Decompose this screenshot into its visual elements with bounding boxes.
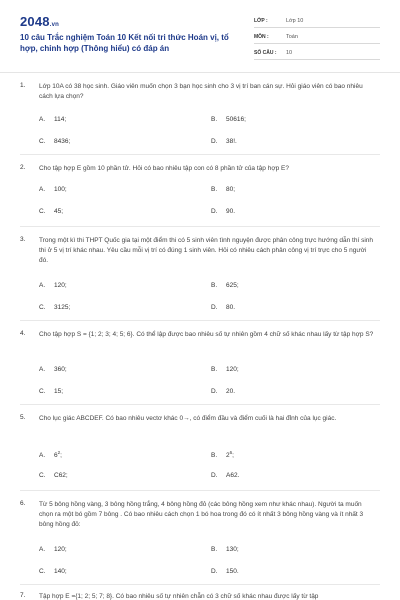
- meta-info: [254, 14, 380, 62]
- question-number: 7.: [20, 592, 26, 599]
- document-title: 10 câu Trắc nghiệm Toán 10 Kết nối tri thức Hoán vị, tổ hợp, chỉnh hợp (Thông hiểu) có đáp án: [20, 33, 229, 53]
- option-c[interactable]: C. 3125;: [39, 304, 71, 311]
- logo-tld: .vn: [49, 22, 60, 28]
- option-a[interactable]: A. 120;: [39, 546, 67, 553]
- question-number: 4.: [20, 330, 26, 337]
- question-divider: [20, 584, 380, 585]
- option-a[interactable]: A. 360;: [39, 366, 67, 373]
- question-text: Lớp 10A có 38 học sinh. Giáo viên muốn chọn 3 bạn học sinh cho 3 vị trí ban cán sự. Hỏi giáo viên có bao nhiêu cách lựa chọn?: [39, 83, 363, 100]
- question-divider: [20, 404, 380, 405]
- option-c[interactable]: C. C62;: [39, 472, 68, 479]
- question-divider: [20, 490, 380, 491]
- option-c[interactable]: C. 45;: [39, 208, 64, 215]
- logo-main: 2048: [20, 14, 50, 29]
- question-text: Cho tập hợp E gồm 10 phần tử. Hỏi có bao nhiêu tập con có 8 phần tử của tập hợp E?: [39, 165, 289, 172]
- header-divider: [0, 72, 400, 73]
- question-text: Từ 5 bông hồng vàng, 3 bông hồng trắng, 4 bông hồng đỏ (các bông hồng xem như khác nhau). Người ta muốn chọn ra một bó gồm 7 bông . Có bao nhiêu cách chọn 1 bó hoa trong đó có ít nhất 3 bông hồng vàng và ít nhất 3 bông hồng đỏ:: [39, 501, 364, 528]
- question-divider: [20, 320, 380, 321]
- option-a[interactable]: A. $6^2$;: [39, 450, 62, 460]
- option-b[interactable]: B. 50616;: [211, 116, 246, 123]
- document-header: [0, 0, 400, 70]
- question-text: Cho lục giác ABCDEF. Có bao nhiêu vectơ khác 0→, có điểm đầu và điểm cuối là hai đỉnh của lục giác.: [39, 415, 337, 422]
- option-b[interactable]: B. 80;: [211, 186, 236, 193]
- meta-subject-label: MÔN :: [254, 33, 269, 40]
- meta-class-label: LỚP :: [254, 17, 268, 24]
- option-c[interactable]: C. 8436;: [39, 138, 71, 145]
- option-c[interactable]: C. 140;: [39, 568, 67, 575]
- option-b[interactable]: B. 120;: [211, 366, 239, 373]
- option-d[interactable]: D. A62.: [211, 472, 240, 479]
- option-d[interactable]: D. 90.: [211, 208, 236, 215]
- question-text: Tập hợp E ={1; 2; 5; 7; 8}. Có bao nhiêu số tự nhiên chẵn có 3 chữ số khác nhau được lấy từ tập: [39, 593, 319, 600]
- option-d[interactable]: D. 80.: [211, 304, 236, 311]
- question-number: 6.: [20, 500, 26, 507]
- option-b[interactable]: B. 625;: [211, 282, 239, 289]
- option-c[interactable]: C. 15;: [39, 388, 64, 395]
- meta-class-value: Lớp 10: [286, 17, 304, 24]
- option-d[interactable]: D. 38!.: [211, 138, 237, 145]
- option-a[interactable]: A. 120;: [39, 282, 67, 289]
- question-text: Cho tập hợp S = {1; 2; 3; 4; 5; 6}. Có thể lập được bao nhiêu số tự nhiên gồm 4 chữ số khác nhau lấy từ tập hợp S?: [39, 331, 374, 338]
- meta-class: [254, 14, 380, 28]
- question-number: 1.: [20, 82, 26, 89]
- meta-count-label: SỐ CÂU :: [254, 49, 277, 56]
- option-b[interactable]: B. $2^6$;: [211, 450, 234, 460]
- question-divider: [20, 226, 380, 227]
- option-a[interactable]: A. 100;: [39, 186, 67, 193]
- site-logo[interactable]: [20, 14, 59, 29]
- option-d[interactable]: D. 20.: [211, 388, 236, 395]
- meta-count-value: 10: [286, 49, 293, 56]
- option-a[interactable]: A. 114;: [39, 116, 67, 123]
- meta-count: [254, 46, 380, 60]
- question-number: 5.: [20, 414, 26, 421]
- question-text: Trong một kì thi THPT Quốc gia tại một điểm thi có 5 sinh viên tình nguyện được phân công trực hướng dẫn thí sinh thi ở 5 vị trí khác nhau. Yêu cầu mỗi vị trí có đúng 1 sinh viên. Hỏi có nhiêu cách phân công vị trí trực cho 5 người đó.: [39, 237, 373, 264]
- meta-subject: [254, 30, 380, 44]
- option-b[interactable]: B. 130;: [211, 546, 239, 553]
- question-7: [0, 592, 400, 600]
- option-d[interactable]: D. 150.: [211, 568, 239, 575]
- question-divider: [20, 154, 380, 155]
- question-number: 2.: [20, 164, 26, 171]
- meta-subject-value: Toán: [286, 33, 298, 40]
- question-number: 3.: [20, 236, 26, 243]
